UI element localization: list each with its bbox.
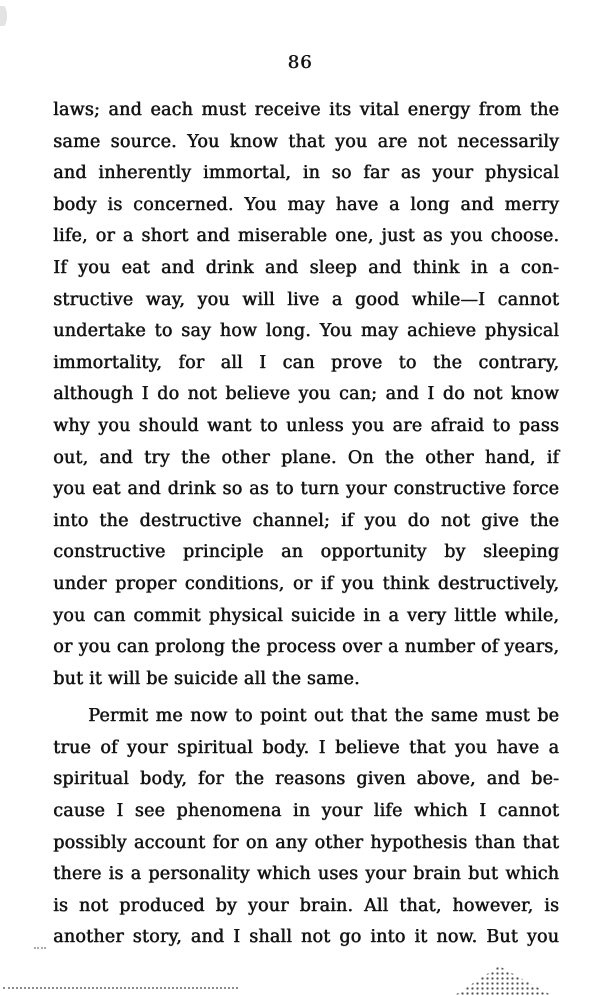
text-line: same source. You know that you are not necessarily bbox=[53, 131, 559, 152]
text-line: structive way, you will live a good while—I cannot bbox=[53, 289, 559, 310]
text-line: is not produced by your brain. All that, however, is bbox=[53, 895, 559, 916]
scan-noise-dotted-line bbox=[3, 987, 238, 989]
scan-smudge-top-left bbox=[0, 6, 7, 26]
text-line: immortality, for all I can prove to the contrary, bbox=[53, 352, 559, 373]
text-line: or you can prolong the process over a number of years, bbox=[53, 637, 559, 658]
scan-noise-halftone-triangle bbox=[455, 966, 551, 995]
text-line: true of your spiritual body. I believe that you have a bbox=[53, 737, 559, 758]
text-line: why you should want to unless you are afraid to pass bbox=[53, 415, 559, 436]
page-number: 86 bbox=[287, 52, 313, 73]
paragraph bbox=[53, 95, 559, 695]
text-line: out, and try the other plane. On the other hand, if bbox=[53, 447, 559, 468]
text-line: and inherently immortal, in so far as your physical bbox=[53, 163, 559, 184]
paragraph bbox=[53, 701, 559, 954]
text-line: another story, and I shall not go into it now. But you bbox=[53, 927, 559, 948]
text-line: you can commit physical suicide in a very little while, bbox=[53, 605, 559, 626]
text-line: constructive principle an opportunity by sleeping bbox=[53, 542, 559, 563]
text-line: Permit me now to point out that the same must be bbox=[88, 706, 559, 727]
text-line: into the destructive channel; if you do not give the bbox=[53, 510, 559, 531]
text-line: although I do not believe you can; and I do not know bbox=[53, 384, 559, 405]
text-line: undertake to say how long. You may achieve physical bbox=[53, 321, 559, 342]
text-line: possibly account for on any other hypothesis than that bbox=[53, 832, 559, 853]
text-line: under proper conditions, or if you think destructively, bbox=[53, 573, 559, 594]
text-line: spiritual body, for the reasons given above, and be- bbox=[53, 769, 559, 790]
text-line: there is a personality which uses your brain but which bbox=[53, 864, 559, 885]
text-line: you eat and drink so as to turn your constructive force bbox=[53, 479, 559, 500]
text-line: cause I see phenomena in your life which I cannot bbox=[53, 801, 559, 822]
body-text bbox=[53, 95, 559, 954]
text-line: but it will be suicide all the same. bbox=[53, 668, 360, 689]
text-line: body is concerned. You may have a long and merry bbox=[53, 194, 559, 215]
text-line: laws; and each must receive its vital energy from the bbox=[53, 100, 559, 120]
text-line: If you eat and drink and sleep and think in a con- bbox=[53, 257, 559, 278]
scan-specks-left bbox=[34, 947, 46, 949]
text-line: life, or a short and miserable one, just as you choose. bbox=[53, 226, 559, 247]
